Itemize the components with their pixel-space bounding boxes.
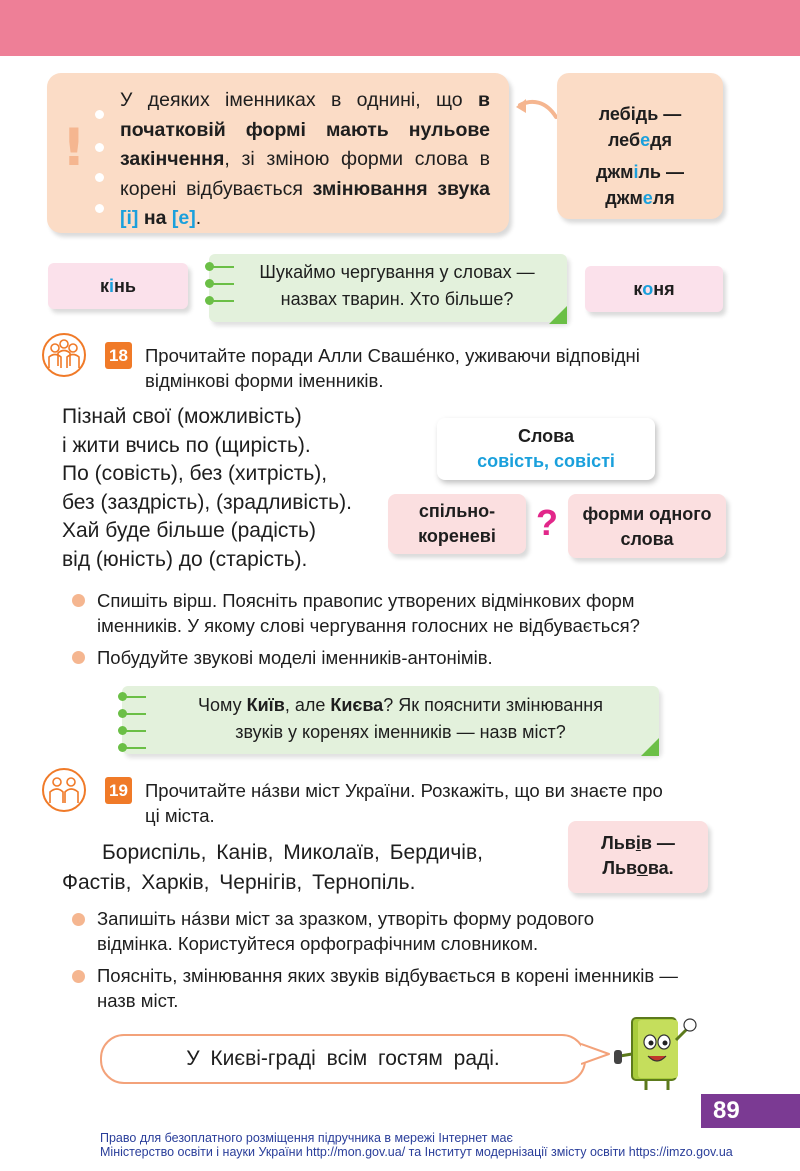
word-card-left: кінь <box>48 263 188 309</box>
divider <box>212 283 234 285</box>
bullet-icon <box>72 651 85 664</box>
bubble-tail <box>581 1042 611 1066</box>
dot-icon <box>95 143 104 152</box>
exercise-18-task-2: Побудуйте звукові моделі іменників-антонімів. <box>97 647 493 668</box>
example-line-1: лебідь — <box>598 104 682 124</box>
divider <box>124 730 146 732</box>
group-work-icon <box>41 332 87 378</box>
footer-line-1: Право для безоплатного розміщення підручника в мережі Інтернет має <box>100 1131 513 1145</box>
exclamation-icon: ! <box>62 118 86 178</box>
question-mark: ? <box>536 502 558 543</box>
exercise-number-18: 18 <box>105 342 132 369</box>
bullet-dot <box>118 709 127 718</box>
word-card-right: коня <box>585 266 723 312</box>
exercise-18-task-1: Спишіть вірш. Поясніть правопис утворених відмінкових форм іменників. У якому слові чергування голосних не відбувається? <box>97 590 640 636</box>
rule-text: У деяких іменниках в однині, що в початковій формі мають нульове закінчення, зі зміною форми слова в корені відбувається змінювання звука [і] на [е]. <box>120 89 490 229</box>
bullet-dot <box>205 296 214 305</box>
arrow-left-icon <box>512 95 560 125</box>
bullet-dot <box>118 692 127 701</box>
example-box <box>557 73 723 219</box>
option-card-forms: форми одного слова <box>568 494 726 558</box>
exercise-19-task-2: Поясніть, змінювання яких звуків відбувається в корені іменників — назв міст. <box>97 965 678 1011</box>
divider <box>212 266 234 268</box>
bullet-icon <box>72 970 85 983</box>
option-card-cognate: спільно- кореневі <box>388 494 526 554</box>
bullet-dot <box>205 262 214 271</box>
words-card: Слова совість, совісті <box>437 418 655 480</box>
pair-work-icon <box>41 767 87 813</box>
dot-icon <box>95 204 104 213</box>
exercise-number-19: 19 <box>105 777 132 804</box>
bullet-dot <box>118 726 127 735</box>
bullet-dot <box>118 743 127 752</box>
sample-card: Львів — Львова. <box>568 821 708 893</box>
cities-list: Бориспіль, Канів, Миколаїв, Бердичів, Фастів, Харків, Чернігів, Тернопіль. <box>62 841 483 894</box>
bullet-dot <box>205 279 214 288</box>
saying-bubble: У Києві-граді всім гостям раді. <box>100 1034 586 1084</box>
bullet-icon <box>72 913 85 926</box>
divider <box>212 300 234 302</box>
question-1-text: Шукаймо чергування у словах — назвах тварин. Хто більше? <box>259 262 535 309</box>
example-line-2: лебедя <box>607 130 673 150</box>
example-line-4: джмеля <box>605 188 675 208</box>
question-2-text: Чому Київ, але Києва? Як пояснити змінювання звуків у коренях іменників — назв міст? <box>198 695 603 742</box>
example-line-3: джміль — <box>595 162 685 182</box>
footer-line-2: Міністерство освіти і науки України http://mon.gov.ua/ та Інститут модернізації змісту освіти https://imzo.gov.ua <box>100 1145 733 1159</box>
divider <box>124 747 146 749</box>
book-mascot-icon <box>612 1010 702 1096</box>
poem: Пізнай свої (можливість) і жити вчись по (щирість). По (совість), без (хитрість), без (заздрість), (зрадливість). Хай буде більше (радість) від (юність) до (старість). <box>62 405 352 571</box>
exercise-19-instruction: Прочитайте нáзви міст України. Розкажіть, що ви знаєте про ці міста. <box>145 780 663 826</box>
exercise-19-task-1: Запишіть нáзви міст за зразком, утворіть форму родового відмінка. Користуйтеся орфографічним словником. <box>97 908 595 954</box>
exercise-18-instruction: Прочитайте поради Алли Свашéнко, уживаючи відповідні відмінкові форми іменників. <box>145 345 640 391</box>
bullet-icon <box>72 594 85 607</box>
page-number: 89 <box>713 1097 740 1124</box>
divider <box>124 713 146 715</box>
divider <box>124 696 146 698</box>
header-bar <box>0 0 800 56</box>
dot-icon <box>95 173 104 182</box>
dot-icon <box>95 110 104 119</box>
